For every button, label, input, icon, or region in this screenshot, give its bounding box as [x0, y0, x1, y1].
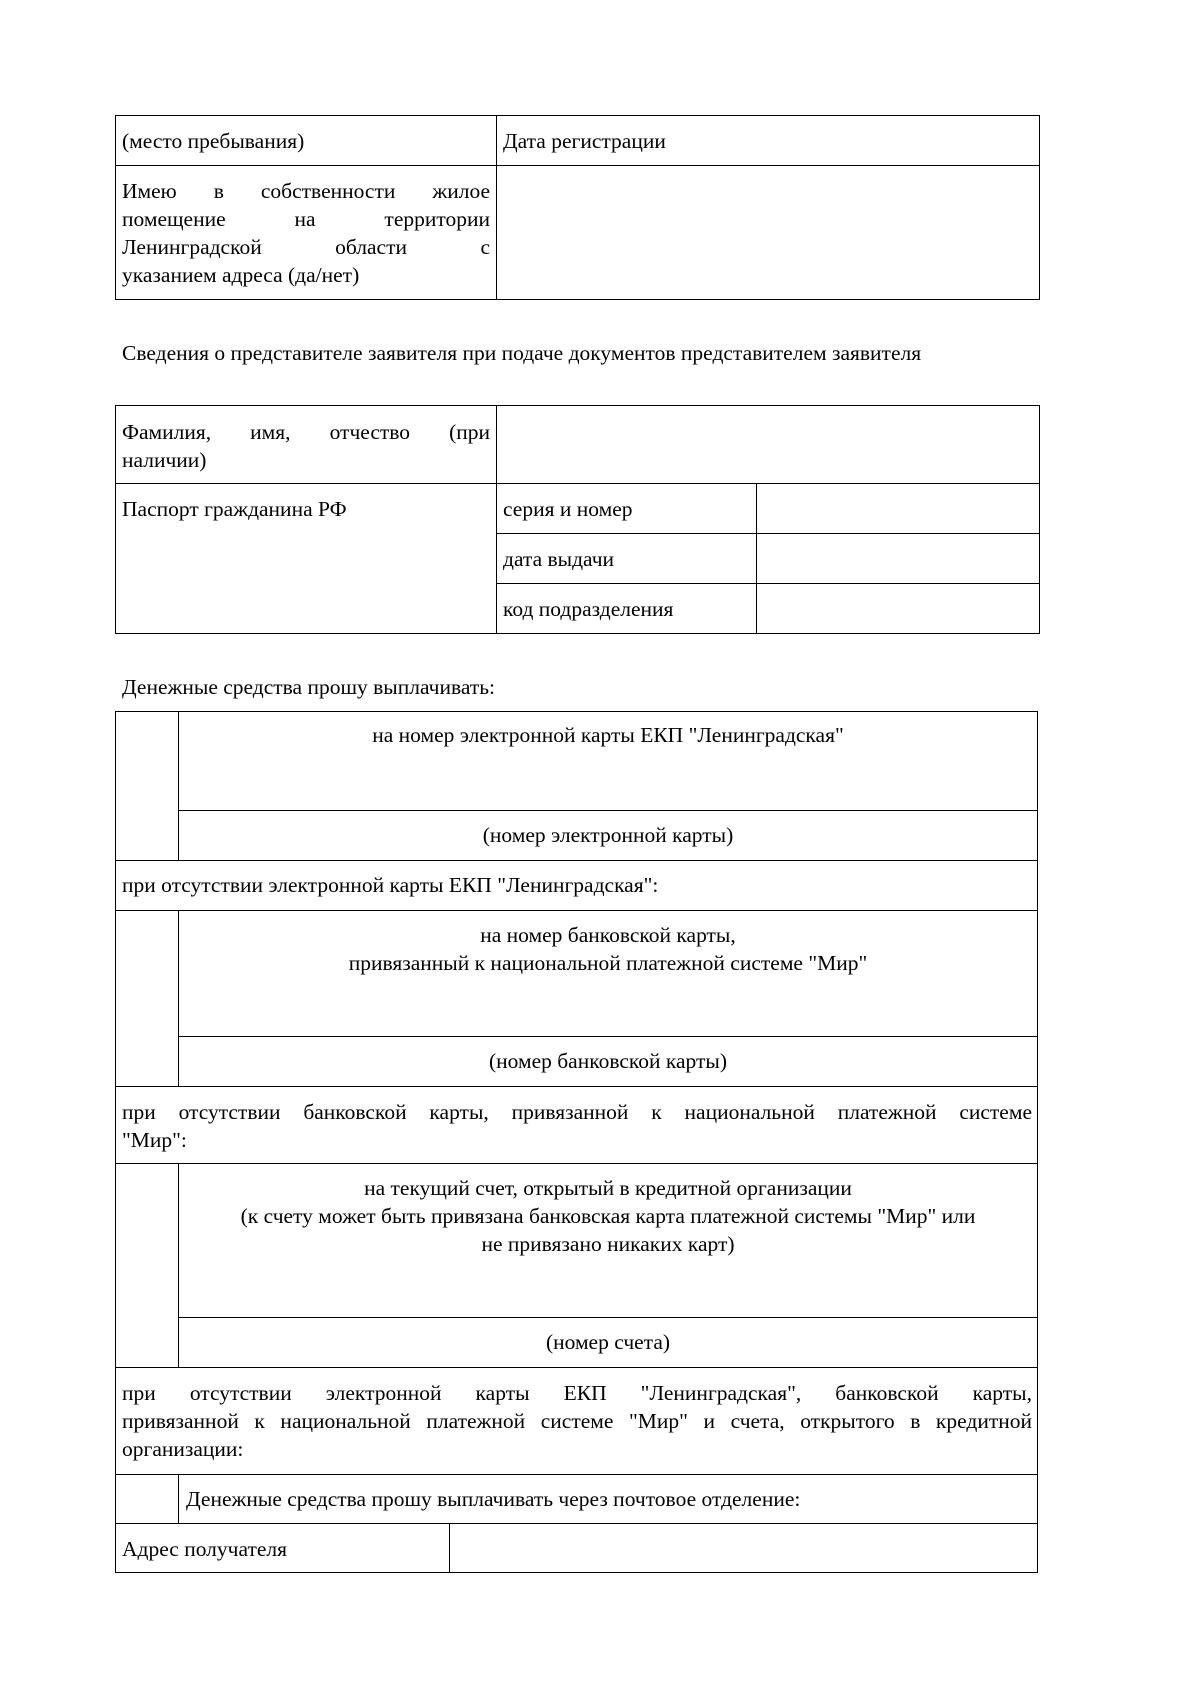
ekp-card-checkbox[interactable] [117, 713, 176, 858]
post-office-option-label: Денежные средства прошу выплачивать через почтовое отделение: [186, 1487, 801, 1511]
bank-card-number-field[interactable] [180, 980, 1036, 1034]
no-bank-card-note: "Мир": [122, 1128, 187, 1152]
bank-card-option-label: на номер банковской карты, [480, 923, 736, 947]
registration-date-label: Дата регистрации [503, 129, 666, 153]
post-office-checkbox[interactable] [117, 1476, 176, 1521]
passport-division-code-field[interactable] [758, 585, 1038, 632]
table-divider [115, 1367, 1038, 1368]
no-bank-card-note: при отсутствии банковской карты, привязанной к национальной платежной системе [122, 1100, 1032, 1124]
table-divider [115, 165, 1040, 166]
table-divider [178, 1163, 179, 1367]
passport-series-label: серия и номер [503, 497, 633, 521]
fio-field[interactable] [498, 407, 1038, 481]
passport-issue-date-label: дата выдачи [503, 547, 615, 571]
property-question-line: помещение на территории [122, 207, 490, 231]
table-divider [496, 533, 1040, 534]
recipient-address-field[interactable] [451, 1525, 1036, 1571]
passport-label: Паспорт гражданина РФ [122, 497, 347, 521]
table-divider [178, 1036, 1038, 1037]
property-question-line: Имею в собственности жилое [122, 179, 490, 203]
passport-division-code-label: код подразделения [503, 597, 674, 621]
table-divider [178, 810, 1038, 811]
stay-place-label: (место пребывания) [122, 129, 305, 153]
table-divider [178, 1474, 179, 1523]
ekp-card-number-field[interactable] [180, 752, 1036, 808]
table-divider [449, 1523, 450, 1573]
ekp-card-option-label: на номер электронной карты ЕКП "Ленинградская" [372, 723, 844, 747]
no-payment-means-note: при отсутствии электронной карты ЕКП "Ленинградская", банковской карты, [122, 1381, 1032, 1405]
bank-card-option-label: привязанный к национальной платежной системе "Мир" [348, 951, 868, 975]
recipient-address-label: Адрес получателя [122, 1537, 288, 1561]
table-divider [496, 583, 1040, 584]
table-divider [756, 483, 757, 634]
ekp-card-number-caption: (номер электронной карты) [482, 823, 734, 847]
table-divider [496, 405, 497, 634]
property-answer-field[interactable] [498, 167, 1038, 298]
account-number-field[interactable] [180, 1262, 1036, 1315]
table-divider [115, 1474, 1038, 1475]
table-divider [178, 711, 179, 860]
account-option-label: (к счету может быть привязана банковская карта платежной системы "Мир" или [240, 1204, 976, 1228]
passport-issue-date-field[interactable] [758, 535, 1038, 581]
property-question-line: Ленинградской области с [122, 235, 490, 259]
table-divider [115, 910, 1038, 911]
fio-label: Фамилия, имя, отчество (при [122, 420, 490, 444]
payment-section-heading: Денежные средства прошу выплачивать: [122, 675, 496, 699]
bank-card-checkbox[interactable] [117, 912, 176, 1084]
no-payment-means-note: привязанной к национальной платежной системе "Мир" и счета, открытого в кредитной [122, 1409, 1032, 1433]
account-option-label: на текущий счет, открытый в кредитной организации [364, 1176, 852, 1200]
fio-label: наличии) [122, 448, 207, 472]
table-divider [115, 1523, 1038, 1524]
table-divider [115, 483, 1040, 484]
table-divider [178, 910, 179, 1086]
bank-card-number-caption: (номер банковской карты) [488, 1049, 728, 1073]
table-divider [115, 1086, 1038, 1087]
account-number-caption: (номер счета) [545, 1330, 671, 1354]
table-divider [115, 1163, 1038, 1164]
representative-section-heading: Сведения о представителе заявителя при подаче документов представителем заявителя [122, 341, 922, 365]
no-payment-means-note: организации: [122, 1437, 244, 1461]
passport-series-field[interactable] [758, 485, 1038, 531]
table-divider [178, 1317, 1038, 1318]
account-option-label: не привязано никаких карт) [481, 1232, 735, 1256]
table-divider [496, 115, 497, 300]
table-divider [115, 860, 1038, 861]
no-ekp-note: при отсутствии электронной карты ЕКП "Ленинградская": [122, 873, 659, 897]
bank-account-checkbox[interactable] [117, 1165, 176, 1365]
property-question-line: указанием адреса (да/нет) [122, 263, 360, 287]
